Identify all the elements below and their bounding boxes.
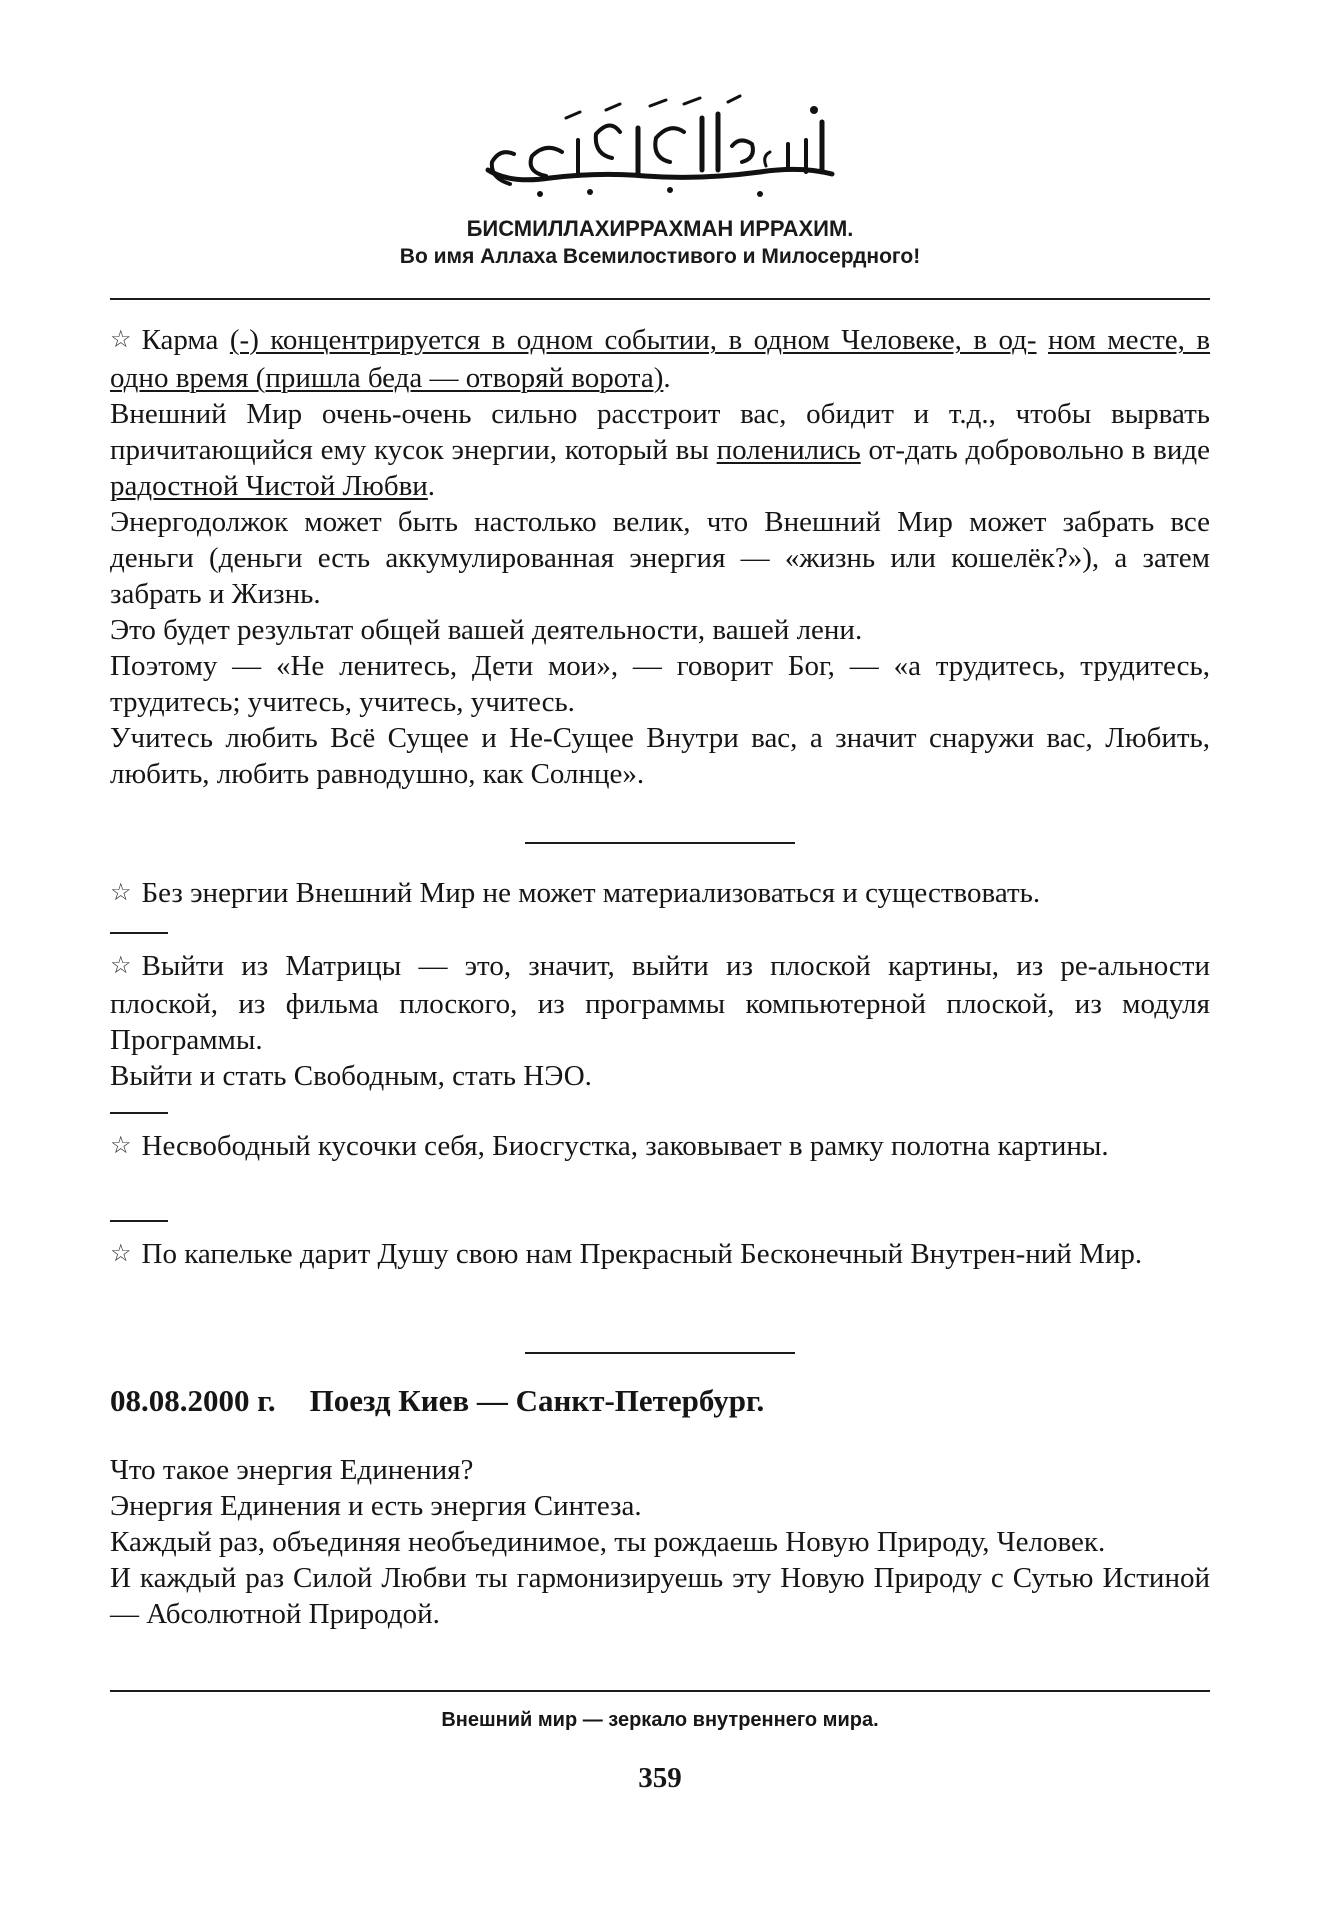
short-divider	[110, 932, 168, 934]
star-outline-icon: ☆	[110, 1133, 132, 1159]
aphorism-2: ☆ Выйти из Матрицы — это, значит, выйти из плоской картины, из ре-альности плоской, из фильма плоского, из программы компьютерной плоской, из модуля Программы. Выйти и стать Свободным, стать НЭО.	[110, 950, 1210, 1092]
paragraph: И каждый раз Силой Любви ты гармонизируешь эту Новую Природу с Сутью Истиной — Абсолютной Природой.	[110, 1562, 1210, 1630]
bismillah-calligraphy	[470, 92, 850, 202]
short-divider	[110, 1112, 168, 1114]
paragraph: Внешний Мир очень-очень сильно расстроит вас, обидит и т.д., чтобы вырвать причитающийся ему кусок энергии, который вы поленились от-дать добровольно в виде радостной Чистой Любви.	[110, 398, 1210, 502]
short-divider	[110, 1220, 168, 1222]
star-outline-icon: ☆	[110, 327, 132, 353]
paragraph: Что такое энергия Единения?	[110, 1454, 474, 1486]
section-karma	[110, 322, 1210, 792]
aphorism-4: ☆ По капельке дарит Душу свою нам Прекрасный Бесконечный Внутрен-ний Мир.	[110, 1238, 1143, 1270]
page-header	[110, 215, 1210, 271]
aphorism-3: ☆ Несвободный кусочки себя, Биосгустка, заковывает в рамку полотна картины.	[110, 1130, 1109, 1162]
header-title: БИСМИЛЛАХИРРАХМАН ИРРАХИМ.	[466, 216, 854, 241]
entry-place: Поезд Киев — Санкт-Петербург.	[309, 1383, 765, 1418]
paragraph: Энергия Единения и есть энергия Синтеза.	[110, 1490, 642, 1522]
paragraph: ☆ Карма (-) концентрируется в одном событии, в одном Человеке, в од- ном месте, в одно время (пришла беда — отворяй ворота).	[110, 324, 1211, 394]
paragraph: Это будет результат общей вашей деятельности, вашей лени.	[110, 614, 863, 646]
paragraph: Поэтому — «Не ленитесь, Дети мои», — говорит Бог, — «а трудитесь, трудитесь, трудитесь; учитесь, учитесь, учитесь.	[110, 650, 1210, 718]
paragraph: Учитесь любить Всё Сущее и Не-Сущее Внутри вас, а значит снаружи вас, Любить, любить, любить равнодушно, как Солнце».	[110, 722, 1210, 790]
header-divider	[110, 298, 1210, 300]
footer-motto: Внешний мир — зеркало внутреннего мира.	[441, 1709, 879, 1731]
paragraph: Каждый раз, объединяя необъединимое, ты рождаешь Новую Природу, Человек.	[110, 1526, 1106, 1558]
paragraph: Энергодолжок может быть настолько велик, что Внешний Мир может забрать все деньги (деньги есть аккумулированная энергия — «жизнь или кошелёк?»), а затем забрать и Жизнь.	[110, 506, 1210, 610]
section-divider	[525, 1352, 795, 1354]
star-outline-icon: ☆	[110, 1241, 132, 1267]
aphorism-1: ☆ Без энергии Внешний Мир не может материализоваться и существовать.	[110, 877, 1041, 909]
section-divider	[525, 842, 795, 844]
footer-divider	[110, 1690, 1210, 1692]
entry-date: 08.08.2000 г.	[110, 1383, 276, 1418]
star-outline-icon: ☆	[110, 880, 132, 906]
dated-entry-heading	[110, 1381, 1210, 1421]
header-subtitle: Во имя Аллаха Всемилостивого и Милосердного!	[399, 245, 921, 268]
dated-entry-body	[110, 1452, 1210, 1632]
star-outline-icon: ☆	[110, 953, 132, 979]
book-page	[110, 0, 1210, 1920]
page-number: 359	[638, 1762, 682, 1794]
